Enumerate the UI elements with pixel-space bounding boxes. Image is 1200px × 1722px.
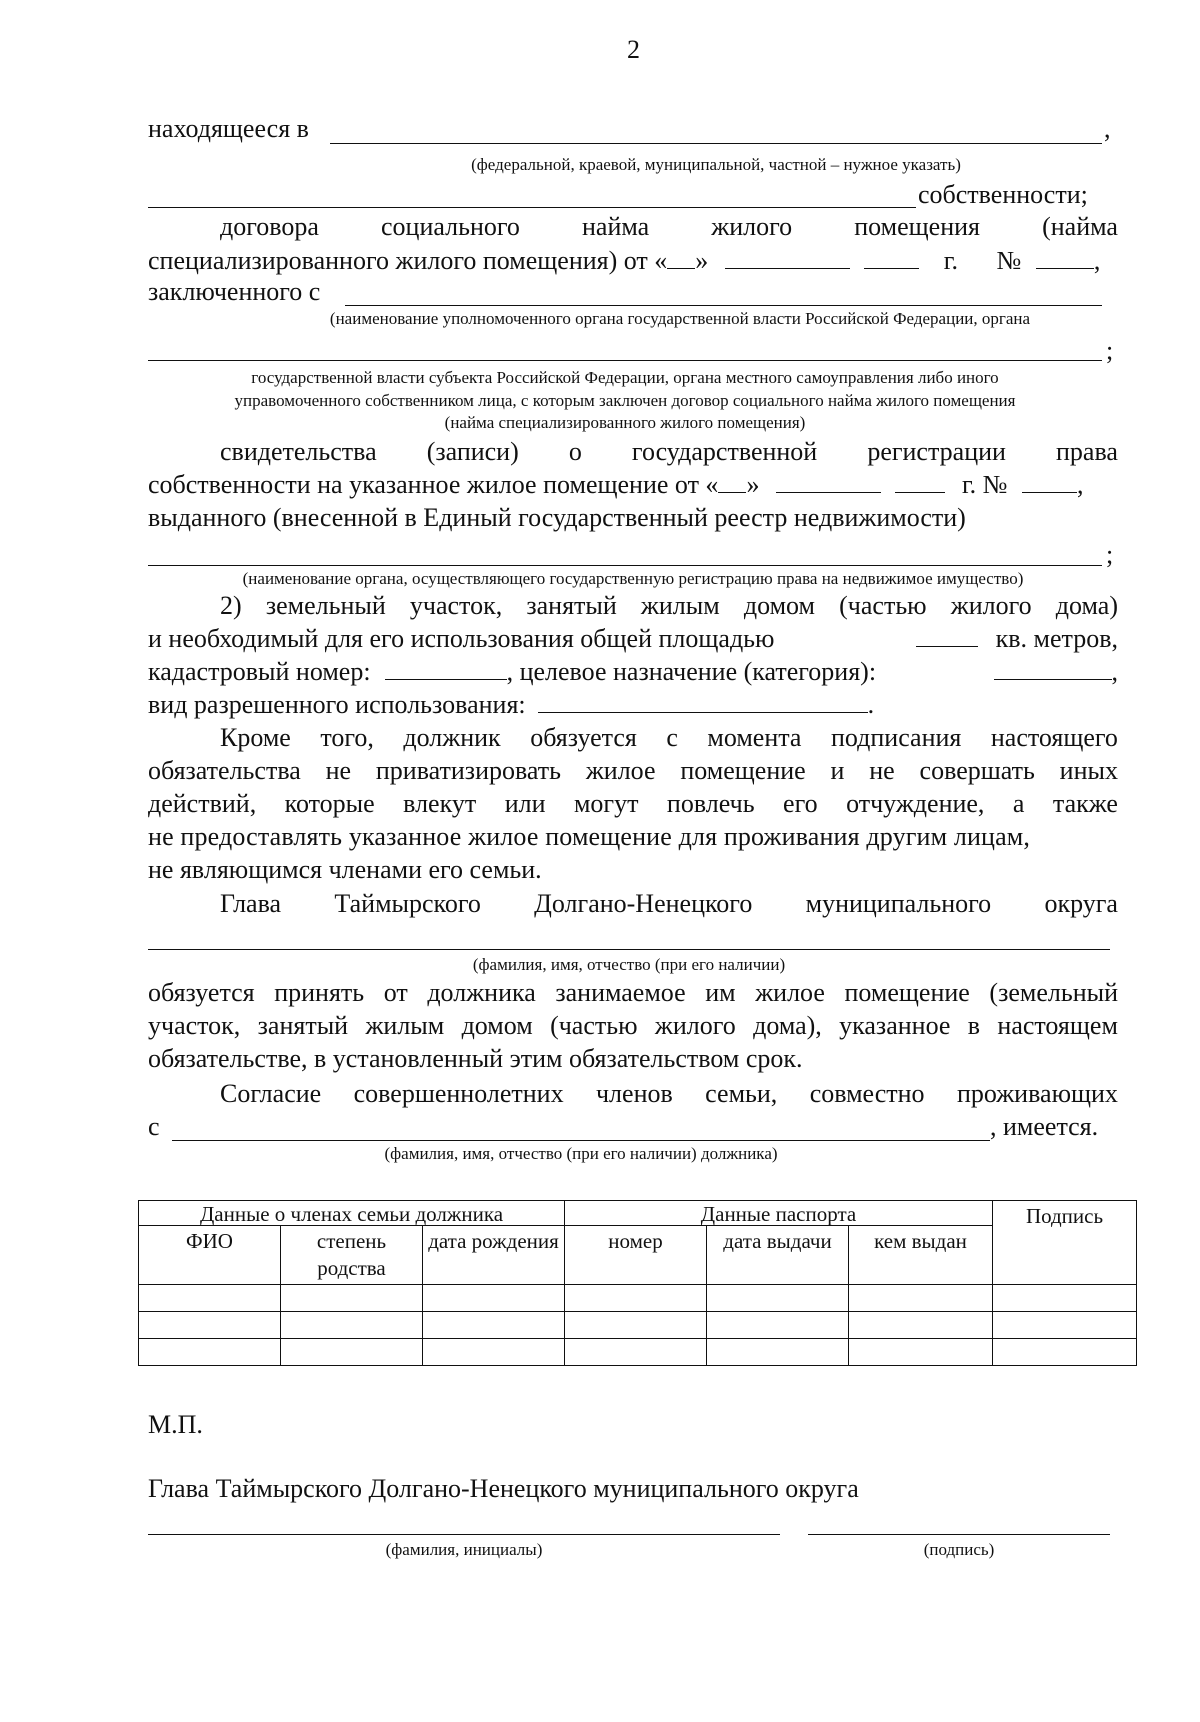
page-number: 2 [627,35,640,64]
hint-organ-4: (найма специализированного жилого помещения) [444,413,806,432]
consent-blank [172,1140,990,1141]
certificate-line-3: выданного (внесенной в Единый государственный реестр недвижимости) [148,503,966,532]
stamp-place: М.П. [148,1410,203,1439]
contract-line-1: договора социального найма жилого помещения (найма [220,212,1118,241]
col-issue-date: дата выдачи [707,1226,849,1285]
consent-line-1: Согласие совершеннолетних членов семьи, совместно проживающих [220,1079,1118,1108]
ownership-end: собственности; [918,180,1088,209]
initials-blank [148,1534,780,1535]
head-line: Глава Таймырского Долгано-Ненецкого муниципального округа [220,889,1118,918]
hint-debtor: (фамилия, имя, отчество (при его наличии) должника) [384,1144,778,1163]
hint-organ-2: государственной власти субъекта Российской Федерации, органа местного самоуправления либо иного [251,368,999,387]
col-fio: ФИО [139,1226,281,1285]
hint-registration: (наименование органа, осуществляющего государственную регистрацию права на недвижимое имущество) [242,569,1024,588]
consent-with: с [148,1112,160,1141]
contract-line-2: специализированного жилого помещения) от « » г. № , [148,246,1101,275]
table-row [139,1285,1137,1312]
col-issued-by: кем выдан [849,1226,993,1285]
contract-line-3: заключенного с [148,277,321,306]
col-signature: Подпись [993,1201,1137,1285]
organ-blank-2 [148,360,1102,361]
obligation-line-1: Кроме того, должник обязуется с момента подписания настоящего [220,723,1118,752]
accept-line-1: обязуется принять от должника занимаемое им жилое помещение (земельный [148,978,1118,1007]
footer-head-title: Глава Таймырского Долгано-Ненецкого муниципального округа [148,1474,859,1503]
semicolon-1: ; [1106,336,1114,365]
registration-blank [148,565,1102,566]
obligation-line-4: не предоставлять указанное жилое помещение для проживания другим лицам, [148,822,1031,851]
located-in-label: находящееся в [148,114,309,143]
hint-organ-3: управомоченного собственником лица, с которым заключен договор социального найма жилого помещения [234,391,1016,410]
land-line-4: вид разрешенного использования: . [148,690,875,719]
hint-ownership: (федеральной, краевой, муниципальной, частной – нужное указать) [471,155,961,174]
certificate-line-2: собственности на указанное жилое помещение от « » г. № , [148,470,1084,499]
col-relation: степень родства [281,1226,423,1285]
col-birth-date: дата рождения [423,1226,565,1285]
table-row [139,1339,1137,1366]
table-row [139,1312,1137,1339]
group-family-data: Данные о членах семьи должника [139,1201,565,1226]
land-line-1: 2) земельный участок, занятый жилым домом (частью жилого дома) [220,591,1118,620]
signature-blank [808,1534,1110,1535]
hint-organ-1: (наименование уполномоченного органа государственной власти Российской Федерации, органа [329,309,1031,328]
obligation-line-5: не являющимся членами его семьи. [148,855,542,884]
obligation-line-3: действий, которые влекут или могут повлечь его отчуждение, а также [148,789,1118,818]
certificate-line-1: свидетельства (записи) о государственной регистрации права [220,437,1118,466]
consent-end: , имеется. [990,1112,1099,1141]
table-group-header [139,1201,1137,1226]
family-table [138,1200,1137,1366]
land-line-3: кадастровый номер: , целевое назначение (категория): , [148,657,1118,686]
accept-line-3: обязательстве, в установленный этим обязательством срок. [148,1044,803,1073]
col-passport-number: номер [565,1226,707,1285]
organ-blank-1 [345,305,1102,306]
hint-fio: (фамилия, имя, отчество (при его наличии) [472,955,786,974]
table-column-header [139,1226,1137,1285]
ownership-blank [330,143,1102,144]
semicolon-2: ; [1106,540,1114,569]
head-name-blank [148,949,1110,950]
hint-initials: (фамилия, инициалы) [385,1540,543,1559]
ownership-blank-2 [148,207,916,208]
land-line-2: и необходимый для его использования общей площадью кв. метров, [148,624,1118,653]
hint-signature: (подпись) [923,1540,995,1559]
obligation-line-2: обязательства не приватизировать жилое помещение и не совершать иных [148,756,1118,785]
comma: , [1104,114,1111,143]
group-passport-data: Данные паспорта [565,1201,993,1226]
accept-line-2: участок, занятый жилым домом (частью жилого дома), указанное в настоящем [148,1011,1118,1040]
